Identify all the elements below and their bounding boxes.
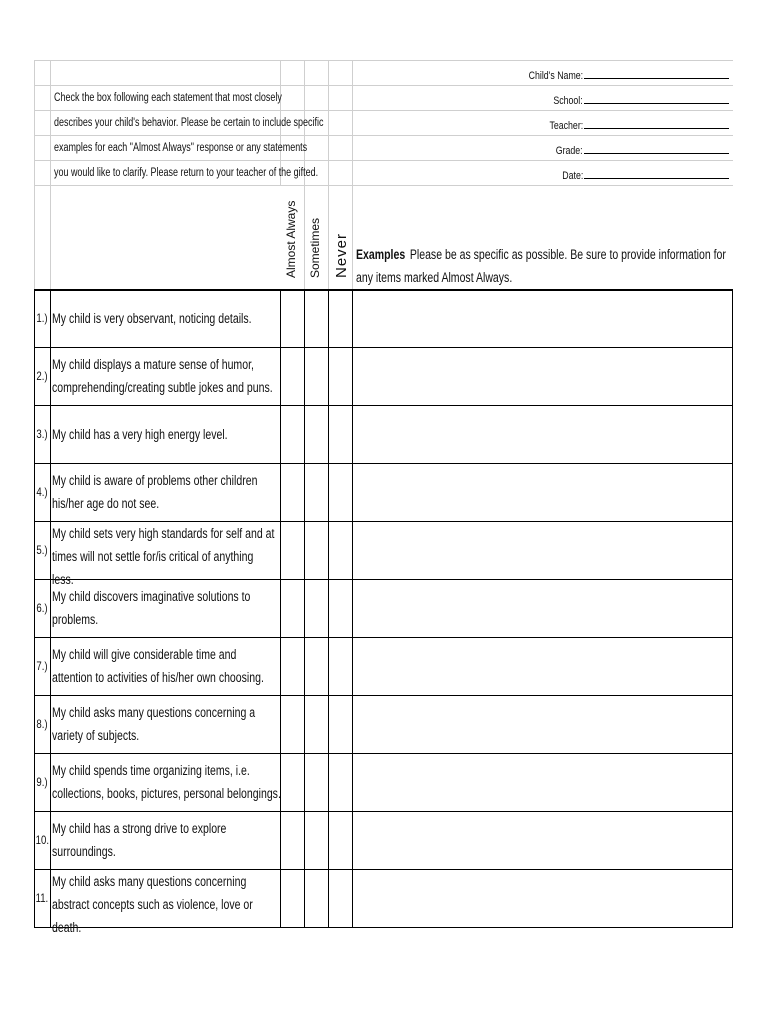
grid-line [328, 60, 329, 289]
statement-line: death. [52, 920, 82, 935]
statement-line: My child is aware of problems other children [52, 473, 258, 488]
item-number: 11. [35, 891, 49, 905]
sometimes-checkbox[interactable] [305, 812, 328, 869]
sometimes-checkbox[interactable] [305, 638, 328, 695]
statement-text [52, 423, 297, 446]
almost-always-checkbox[interactable] [281, 870, 304, 927]
grid-line [50, 60, 51, 289]
almost-always-checkbox[interactable] [281, 812, 304, 869]
sometimes-checkbox[interactable] [305, 348, 328, 405]
statement-line: abstract concepts such as violence, love or [52, 897, 253, 912]
statement-line: My child discovers imaginative solutions to [52, 589, 251, 604]
grid-line [34, 85, 733, 86]
statement-line: My child has a strong drive to explore [52, 821, 227, 836]
statement-text [52, 759, 297, 805]
never-checkbox[interactable] [329, 754, 352, 811]
item-number: 8.) [36, 717, 48, 731]
item-number: 2.) [36, 369, 48, 383]
never-checkbox[interactable] [329, 580, 352, 637]
statement-line: My child displays a mature sense of humor, [52, 357, 254, 372]
grid-line [34, 160, 733, 161]
school-field[interactable] [546, 93, 729, 108]
grid-line [352, 60, 353, 289]
examples-cell[interactable] [353, 870, 732, 927]
almost-always-checkbox[interactable] [281, 406, 304, 463]
date-label: Date: [561, 170, 583, 182]
statement-line: My child has a very high energy level. [52, 426, 228, 442]
examples-text-line1: Please be as specific as possible. Be sure to provide information for [409, 247, 726, 262]
statement-line: My child asks many questions concerning [52, 874, 247, 889]
item-number: 3.) [36, 427, 48, 441]
statement-text [52, 701, 297, 747]
statement-text [52, 870, 297, 939]
almost-always-checkbox[interactable] [281, 696, 304, 753]
item-number: 6.) [36, 601, 48, 615]
statement-line: My child is very observant, noticing details. [52, 310, 252, 326]
item-number: 9.) [36, 775, 48, 789]
instructions-line: examples for each "Almost Always" response or any statements [54, 142, 308, 154]
never-checkbox[interactable] [329, 696, 352, 753]
examples-cell[interactable] [353, 348, 732, 405]
examples-cell[interactable] [353, 812, 732, 869]
date-field[interactable] [557, 168, 729, 183]
statement-line: collections, books, pictures, personal belongings. [52, 786, 281, 801]
examples-cell[interactable] [353, 754, 732, 811]
statement-line: less. [52, 572, 74, 587]
sometimes-checkbox[interactable] [305, 464, 328, 521]
never-checkbox[interactable] [329, 348, 352, 405]
grid-line [34, 185, 733, 186]
never-checkbox[interactable] [329, 290, 352, 347]
teacher-label: Teacher: [549, 120, 583, 132]
column-header-almost-always: Almost Always [284, 200, 298, 278]
never-checkbox[interactable] [329, 812, 352, 869]
statement-line: My child spends time organizing items, i.e. [52, 763, 250, 778]
almost-always-checkbox[interactable] [281, 348, 304, 405]
examples-cell[interactable] [353, 638, 732, 695]
grid-line [34, 110, 733, 111]
examples-cell[interactable] [353, 522, 732, 579]
almost-always-checkbox[interactable] [281, 580, 304, 637]
sometimes-checkbox[interactable] [305, 696, 328, 753]
sometimes-checkbox[interactable] [305, 406, 328, 463]
childs-name-field[interactable] [515, 68, 729, 83]
sometimes-checkbox[interactable] [305, 754, 328, 811]
examples-cell[interactable] [353, 290, 732, 347]
never-checkbox[interactable] [329, 406, 352, 463]
item-number: 1.) [36, 311, 48, 325]
grade-line[interactable] [584, 143, 729, 154]
statement-line: comprehending/creating subtle jokes and puns. [52, 380, 273, 395]
instructions-line: describes your child's behavior. Please be certain to include specific [54, 117, 324, 129]
statement-line: attention to activities of his/her own choosing. [52, 670, 264, 685]
never-checkbox[interactable] [329, 638, 352, 695]
column-header-sometimes: Sometimes [308, 217, 322, 278]
grid-line [34, 60, 733, 61]
sometimes-checkbox[interactable] [305, 290, 328, 347]
never-checkbox[interactable] [329, 464, 352, 521]
statement-text [52, 522, 297, 591]
examples-cell[interactable] [353, 406, 732, 463]
statement-line: My child sets very high standards for self and at [52, 526, 275, 541]
sometimes-checkbox[interactable] [305, 870, 328, 927]
item-number: 10. [35, 833, 50, 847]
examples-text-line2: any items marked Almost Always. [356, 270, 513, 285]
examples-label: Examples [356, 247, 406, 262]
never-checkbox[interactable] [329, 522, 352, 579]
examples-cell[interactable] [353, 580, 732, 637]
almost-always-checkbox[interactable] [281, 638, 304, 695]
never-checkbox[interactable] [329, 870, 352, 927]
column-border [732, 289, 733, 927]
item-number: 7.) [36, 659, 48, 673]
examples-header [356, 243, 731, 289]
statement-text [52, 307, 297, 330]
statement-line: his/her age do not see. [52, 496, 160, 511]
examples-cell[interactable] [353, 464, 732, 521]
grid-line [34, 135, 733, 136]
statement-line: problems. [52, 612, 99, 627]
statement-text [52, 353, 297, 399]
almost-always-checkbox[interactable] [281, 522, 304, 579]
school-label: School: [553, 95, 583, 107]
statement-line: My child asks many questions concerning a [52, 705, 256, 720]
statement-line: My child will give considerable time and [52, 647, 237, 662]
examples-cell[interactable] [353, 696, 732, 753]
childs-name-line[interactable] [584, 68, 729, 79]
teacher-line[interactable] [584, 118, 729, 129]
sometimes-checkbox[interactable] [305, 522, 328, 579]
almost-always-checkbox[interactable] [281, 464, 304, 521]
statement-line: times will not settle for/is critical of anything [52, 549, 254, 564]
date-line[interactable] [584, 168, 729, 179]
statement-text [52, 643, 297, 689]
statement-line: surroundings. [52, 844, 116, 859]
grid-line [34, 60, 35, 289]
statement-text [52, 585, 297, 631]
instructions-line: Check the box following each statement that most closely [54, 92, 282, 104]
item-number: 4.) [36, 485, 48, 499]
almost-always-checkbox[interactable] [281, 754, 304, 811]
childs-name-label: Child's Name: [528, 70, 583, 82]
grade-label: Grade: [556, 145, 583, 157]
statement-text [52, 817, 297, 863]
sometimes-checkbox[interactable] [305, 580, 328, 637]
column-border [50, 289, 51, 927]
teacher-field[interactable] [541, 118, 729, 133]
instructions-line: you would like to clarify. Please return to your teacher of the gifted. [54, 167, 319, 179]
statement-line: variety of subjects. [52, 728, 140, 743]
column-header-never: Never [333, 232, 350, 278]
grade-field[interactable] [549, 143, 729, 158]
statement-text [52, 469, 297, 515]
item-number: 5.) [36, 543, 48, 557]
school-line[interactable] [584, 93, 729, 104]
almost-always-checkbox[interactable] [281, 290, 304, 347]
